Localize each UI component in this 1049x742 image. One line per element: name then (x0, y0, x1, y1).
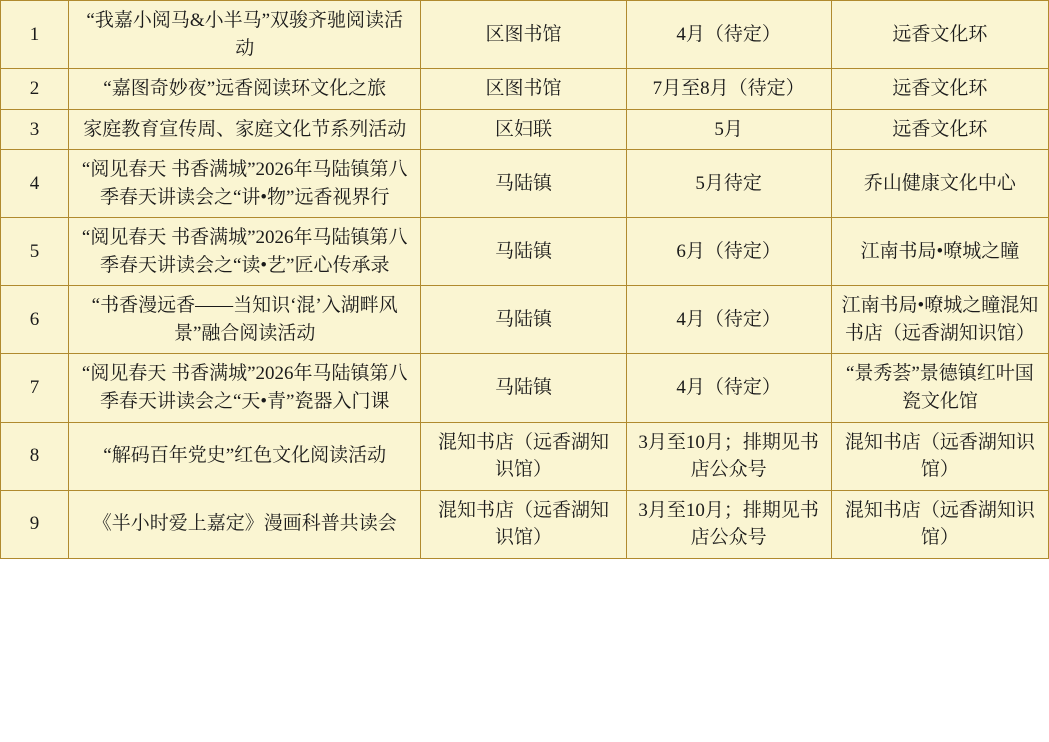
row-index-text: 2 (29, 78, 40, 100)
activity-place-text: 江南书局•嘹城之瞳混知书店（远香湖知识馆） (841, 295, 1039, 344)
activity-place (831, 69, 1048, 110)
activity-time (626, 490, 831, 558)
activity-place-text: 江南书局•嘹城之瞳 (860, 241, 1020, 263)
activity-place (831, 1, 1048, 69)
row-index (1, 109, 69, 150)
activity-title-text: “书香漫远香——当知识‘混’入湖畔风景”融合阅读活动 (91, 295, 398, 344)
row-index-text: 5 (29, 241, 40, 263)
row-index (1, 218, 69, 286)
row-index-text: 4 (29, 172, 40, 194)
activity-organizer (421, 422, 626, 490)
activity-title (69, 69, 421, 110)
activity-place (831, 150, 1048, 218)
activity-place (831, 490, 1048, 558)
activity-time (626, 354, 831, 422)
activity-title-text: “嘉图奇妙夜”远香阅读环文化之旅 (103, 78, 387, 100)
activity-place (831, 218, 1048, 286)
activity-place (831, 422, 1048, 490)
activity-title (69, 490, 421, 558)
activity-organizer (421, 109, 626, 150)
activity-time-text: 5月 (714, 118, 743, 140)
activity-place (831, 286, 1048, 354)
activity-title (69, 109, 421, 150)
activity-time-text: 3月至10月；排期见书店公众号 (638, 499, 819, 549)
activity-time (626, 218, 831, 286)
activity-place-text: 远香文化环 (892, 78, 988, 100)
row-index (1, 422, 69, 490)
activity-title (69, 150, 421, 218)
row-index (1, 1, 69, 69)
activity-time-text: 4月（待定） (676, 377, 781, 399)
activity-organizer-text: 混知书店（远香湖知识馆） (437, 431, 609, 481)
row-index (1, 490, 69, 558)
activity-title-text: “阅见春天 书香满城”2026年马陆镇第八季春天讲读会之“天•青”瓷器入门课 (81, 363, 408, 413)
activity-organizer (421, 490, 626, 558)
activity-title-text: “我嘉小阅马&小半马”双骏齐驰阅读活动 (86, 10, 404, 59)
activity-title (69, 218, 421, 286)
row-index-text: 3 (29, 118, 40, 140)
row-index-text: 8 (29, 445, 40, 467)
activity-place-text: 混知书店（远香湖知识馆） (844, 431, 1035, 481)
activity-place (831, 109, 1048, 150)
activity-time-text: 4月（待定） (676, 23, 781, 45)
row-index-text: 6 (29, 309, 40, 331)
table-row (1, 218, 1049, 286)
activity-title-text: 《半小时爱上嘉定》漫画科普共读会 (92, 513, 397, 535)
table-row (1, 69, 1049, 110)
table-row (1, 150, 1049, 218)
activity-organizer (421, 286, 626, 354)
activity-title (69, 422, 421, 490)
activity-organizer-text: 区图书馆 (485, 23, 562, 45)
table-row (1, 422, 1049, 490)
activity-title-text: “阅见春天 书香满城”2026年马陆镇第八季春天讲读会之“讲•物”远香视界行 (81, 159, 408, 208)
activity-organizer-text: 区妇联 (494, 118, 552, 140)
row-index (1, 150, 69, 218)
table-row (1, 490, 1049, 558)
row-index (1, 286, 69, 354)
activity-place-text: 混知书店（远香湖知识馆） (844, 499, 1035, 549)
activity-organizer-text: 区图书馆 (485, 78, 562, 100)
activity-place (831, 354, 1048, 422)
table-body (1, 1, 1049, 559)
activity-time-text: 3月至10月；排期见书店公众号 (638, 431, 819, 481)
activity-title (69, 354, 421, 422)
activity-organizer-text: 马陆镇 (494, 241, 552, 263)
activity-title (69, 286, 421, 354)
activity-time (626, 422, 831, 490)
activity-place-text: “景秀荟”景德镇红叶国瓷文化馆 (845, 363, 1034, 413)
row-index-text: 1 (29, 23, 40, 45)
table-row (1, 1, 1049, 69)
activity-title-text: “解码百年党史”红色文化阅读活动 (103, 445, 387, 467)
activity-time-text: 6月（待定） (676, 241, 781, 263)
activity-organizer (421, 69, 626, 110)
activity-time (626, 69, 831, 110)
row-index-text: 7 (29, 377, 40, 399)
row-index (1, 354, 69, 422)
activity-organizer-text: 马陆镇 (494, 377, 552, 399)
activity-time-text: 4月（待定） (676, 309, 781, 331)
table-row (1, 286, 1049, 354)
activity-organizer-text: 混知书店（远香湖知识馆） (437, 499, 609, 549)
activity-place-text: 远香文化环 (892, 23, 988, 45)
activity-organizer (421, 150, 626, 218)
activity-organizer-text: 马陆镇 (494, 309, 552, 331)
row-index (1, 69, 69, 110)
activity-title-text: 家庭教育宣传周、家庭文化节系列活动 (83, 118, 407, 140)
activity-time (626, 150, 831, 218)
activity-organizer (421, 218, 626, 286)
activity-title (69, 1, 421, 69)
activity-time (626, 286, 831, 354)
activity-place-text: 乔山健康文化中心 (863, 172, 1016, 194)
row-index-text: 9 (29, 513, 40, 535)
activity-time-text: 7月至8月（待定） (652, 78, 805, 100)
table-row (1, 109, 1049, 150)
activity-time (626, 1, 831, 69)
activity-time-text: 5月待定 (695, 172, 762, 194)
activity-organizer-text: 马陆镇 (494, 172, 552, 194)
activity-organizer (421, 354, 626, 422)
activity-time (626, 109, 831, 150)
activity-place-text: 远香文化环 (892, 118, 988, 140)
activity-organizer (421, 1, 626, 69)
activity-title-text: “阅见春天 书香满城”2026年马陆镇第八季春天讲读会之“读•艺”匠心传承录 (81, 227, 408, 276)
table-row (1, 354, 1049, 422)
